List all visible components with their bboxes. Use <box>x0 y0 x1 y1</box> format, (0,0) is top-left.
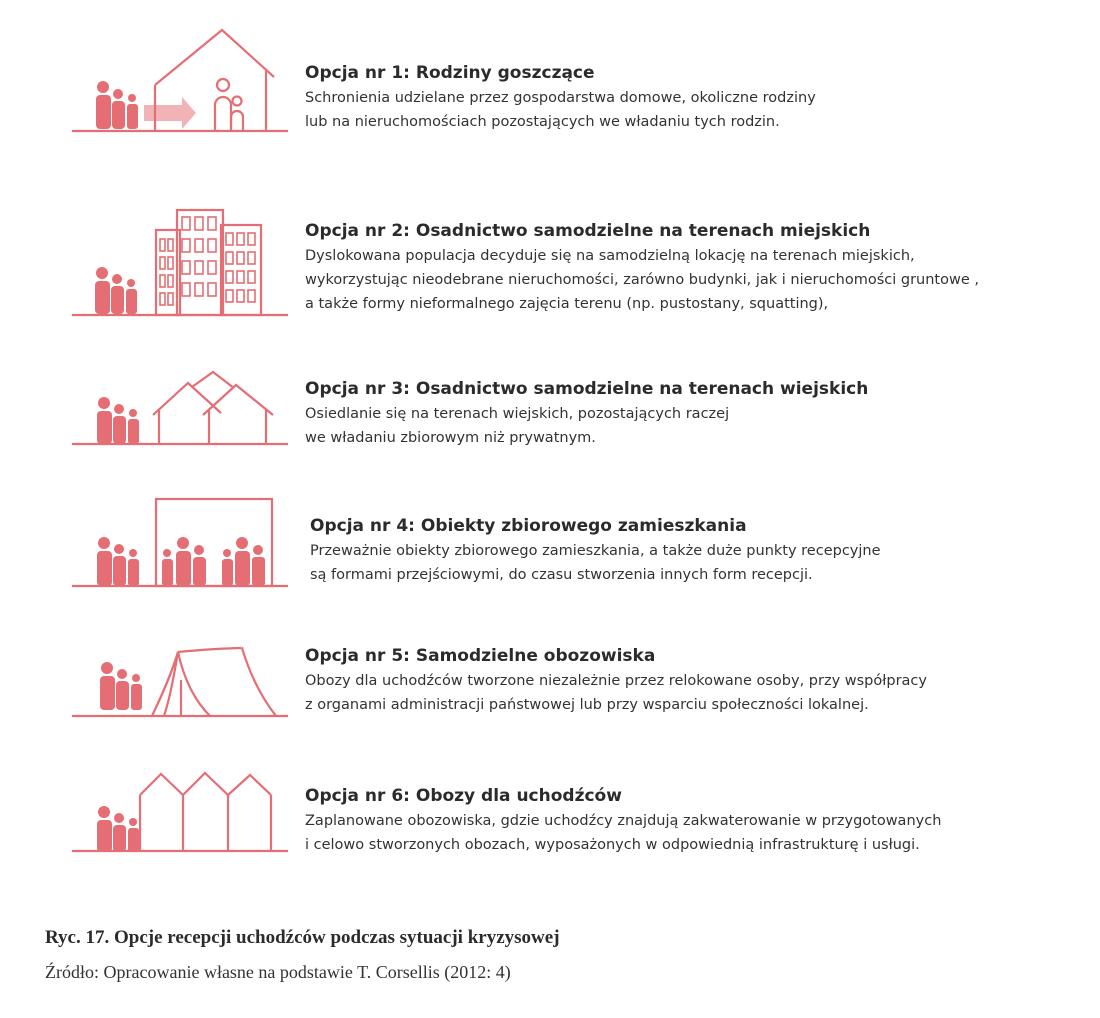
option-title: Opcja nr 1: Rodziny goszczące <box>305 63 595 83</box>
option-description-line: we władaniu zbiorowym niż prywatnym. <box>305 430 596 446</box>
option-description-line: Obozy dla uchodźców tworzone niezależnie przez relokowane osoby, przy współpracy <box>305 673 927 689</box>
caption-title: Ryc. 17. Opcje recepcji uchodźców podczas sytuacji kryzysowej <box>45 927 560 948</box>
option-5 <box>305 645 1065 717</box>
option-6 <box>305 785 1065 857</box>
figure-caption <box>45 925 1045 987</box>
option-description-line: Dyslokowana populacja decyduje się na samodzielną lokację na terenach miejskich, <box>305 248 915 264</box>
option-4 <box>310 515 1070 587</box>
option-2 <box>305 220 1065 316</box>
option-title: Opcja nr 3: Osadnictwo samodzielne na terenach wiejskich <box>305 379 869 399</box>
rural-houses-icon <box>70 370 290 450</box>
option-description-line: Schronienia udzielane przez gospodarstwa domowe, okoliczne rodziny <box>305 90 816 106</box>
option-title: Opcja nr 4: Obiekty zbiorowego zamieszkania <box>310 516 747 536</box>
option-description-line: Zaplanowane obozowiska, gdzie uchodźcy znajdują zakwaterowanie w przygotowanych <box>305 813 942 829</box>
option-title: Opcja nr 2: Osadnictwo samodzielne na terenach miejskich <box>305 221 871 241</box>
refugee-camp-icon <box>70 765 290 857</box>
option-description-line: a także formy nieformalnego zajęcia terenu (np. pustostany, squatting), <box>305 296 829 312</box>
tent-icon <box>70 640 290 720</box>
option-title: Opcja nr 6: Obozy dla uchodźców <box>305 786 622 806</box>
option-1 <box>305 62 1065 134</box>
caption-source: Źródło: Opracowanie własne na podstawie T. Corsellis (2012: 4) <box>45 962 511 982</box>
option-3 <box>305 378 1065 450</box>
option-description-line: wykorzystując nieodebrane nieruchomości, zarówno budynki, jak i nieruchomości gruntowe , <box>305 272 979 288</box>
option-description-line: Przeważnie obiekty zbiorowego zamieszkania, a także duże punkty recepcyjne <box>310 543 881 559</box>
collective-building-icon <box>70 495 290 590</box>
option-description-line: Osiedlanie się na terenach wiejskich, pozostających raczej <box>305 406 730 422</box>
city-buildings-icon <box>70 205 290 320</box>
option-description-line: lub na nieruchomościach pozostających we władaniu tych rodzin. <box>305 114 780 130</box>
option-description-line: i celowo stworzonych obozach, wyposażonych w odpowiednią infrastrukturę i usługi. <box>305 837 920 853</box>
host-family-house-icon <box>70 25 290 135</box>
option-title: Opcja nr 5: Samodzielne obozowiska <box>305 646 656 666</box>
option-description-line: są formami przejściowymi, do czasu stworzenia innych form recepcji. <box>310 567 813 583</box>
option-description-line: z organami administracji państwowej lub przy wsparciu społeczności lokalnej. <box>305 697 869 713</box>
